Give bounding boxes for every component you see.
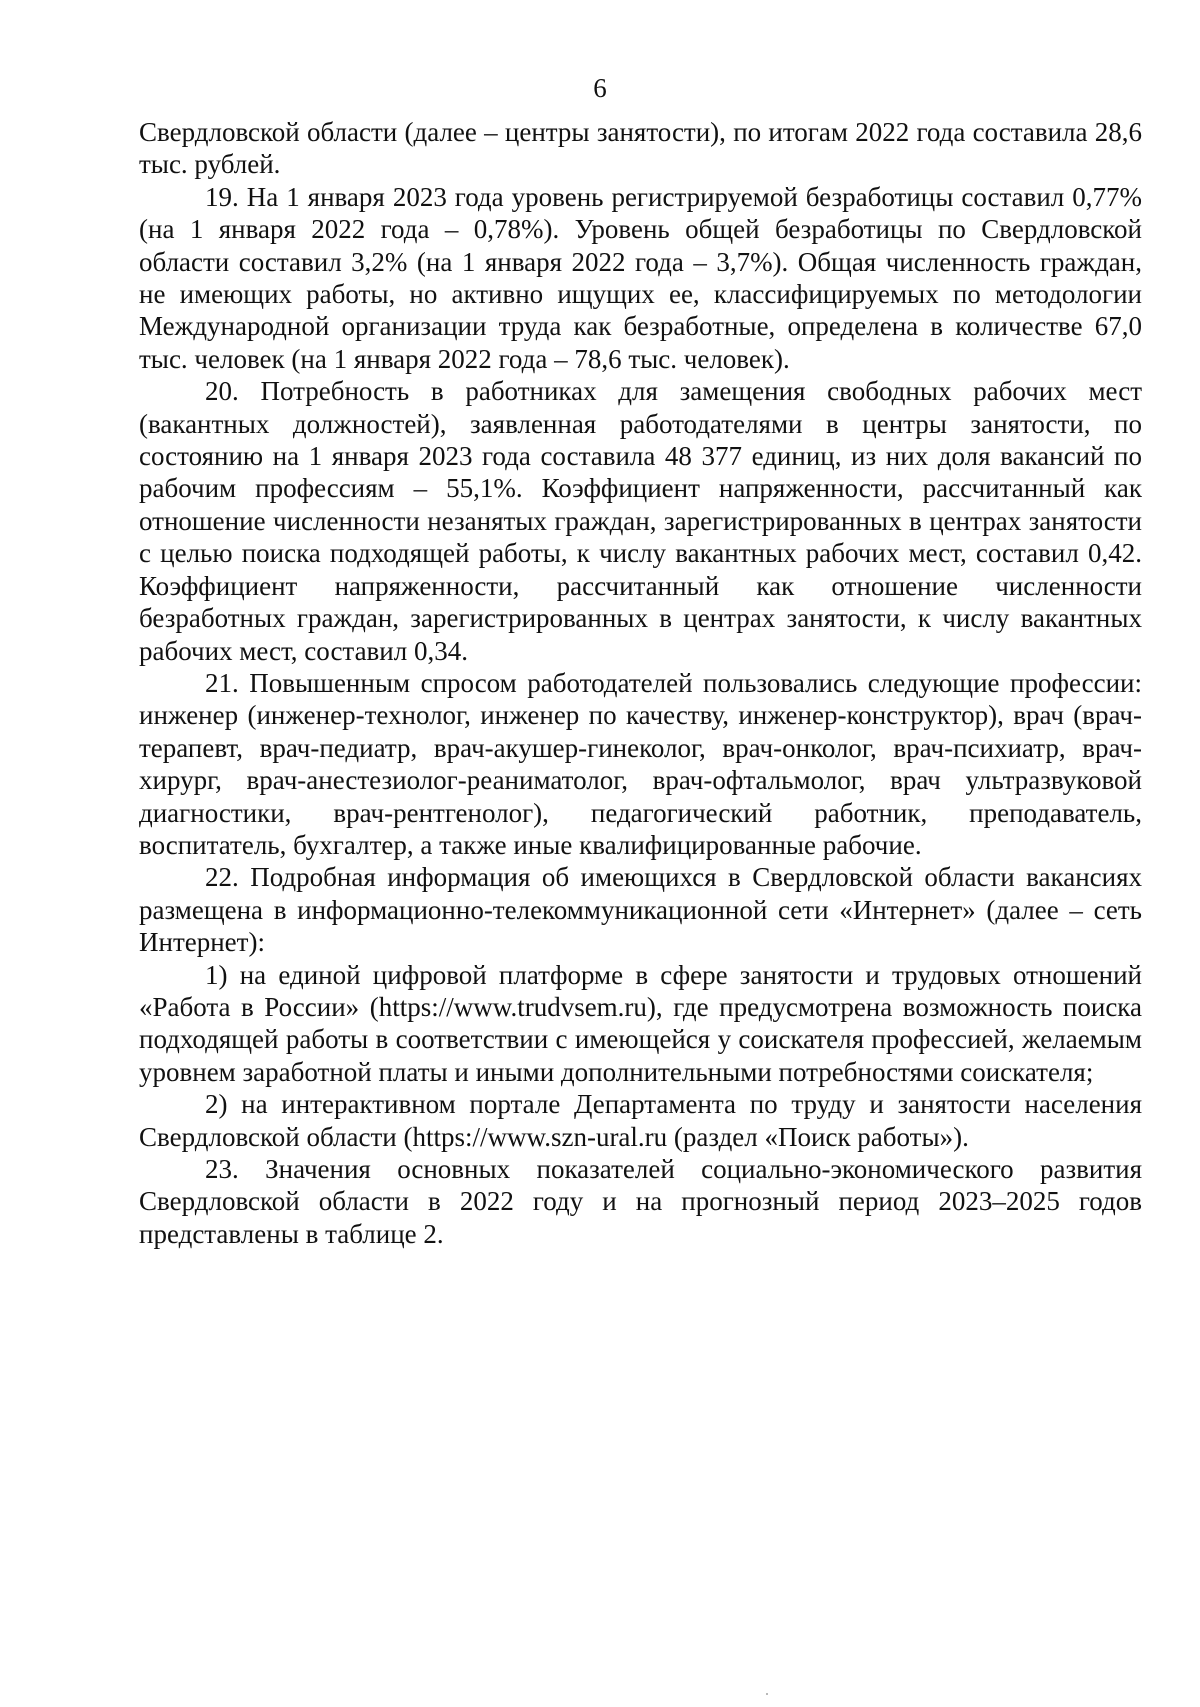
- document-body: [139, 116, 1142, 1250]
- paragraph-item-22-subitem-2: 2) на интерактивном портале Департамента по труду и занятости населения Свердловской области (https://www.szn-ural.ru (раздел «Поиск работы»).: [139, 1089, 1142, 1152]
- paragraph-continuation: Свердловской области (далее – центры занятости), по итогам 2022 года составила 28,6 тыс. рублей.: [139, 117, 1142, 180]
- paragraph-item-23: 23. Значения основных показателей социально-экономического развития Свердловской области в 2022 году и на прогнозный период 2023–2025 годов представлены в таблице 2.: [139, 1154, 1142, 1249]
- paragraph-item-22: 22. Подробная информация об имеющихся в Свердловской области вакансиях размещена в информационно-телекоммуникационной сети «Интернет» (далее – сеть Интернет):: [139, 862, 1142, 958]
- page-number: 6: [593, 73, 607, 103]
- paragraph-item-19: 19. На 1 января 2023 года уровень регистрируемой безработицы составил 0,77% (на 1 января 2022 года – 0,78%). Уровень общей безработицы по Свердловской области составил 3,2% (на 1 января 2022 года – 3,7%). Общая численность граждан, не имеющих работы, но активно ищущих ее, классифицируемых по методологии Международной организации труда как безработные, определена в количестве 67,0 тыс. человек (на 1 января 2022 года – 78,6 тыс. человек).: [139, 181, 1142, 374]
- paragraph-item-22-subitem-1: 1) на единой цифровой платформе в сфере занятости и трудовых отношений «Работа в России» (https://www.trudvsem.ru), где предусмотрена возможность поиска подходящей работы в соответствии с имеющейся у соискателя профессией, желаемым уровнем заработной платы и иными дополнительными потребностями соискателя;: [139, 959, 1142, 1087]
- paragraph-item-21: 21. Повышенным спросом работодателей пользовались следующие профессии: инженер (инженер-технолог, инженер по качеству, инженер-конструктор), врач (врач-терапевт, врач-педиатр, врач-акушер-гинеколог, врач-онколог, врач-психиатр, врач-хирург, врач-анестезиолог-реаниматолог, врач-офтальмолог, врач ультразвуковой диагностики, врач-рентгенолог), педагогический работник, преподаватель, воспитатель, бухгалтер, а также иные квалифицированные рабочие.: [139, 667, 1142, 860]
- paragraph-item-20: 20. Потребность в работниках для замещения свободных рабочих мест (вакантных должностей), заявленная работодателями в центры занятости, по состоянию на 1 января 2023 года составила 48 377 единиц, из них доля вакансий по рабочим профессиям – 55,1%. Коэффициент напряженности, рассчитанный как отношение численности незанятых граждан, зарегистрированных в центрах занятости с целью поиска подходящей работы, к числу вакантных рабочих мест, составил 0,42. Коэффициент напряженности, рассчитанный как отношение численности безработных граждан, зарегистрированных в центрах занятости, к числу вакантных рабочих мест, составил 0,34.: [139, 376, 1142, 666]
- scan-artifact: [766, 1693, 768, 1695]
